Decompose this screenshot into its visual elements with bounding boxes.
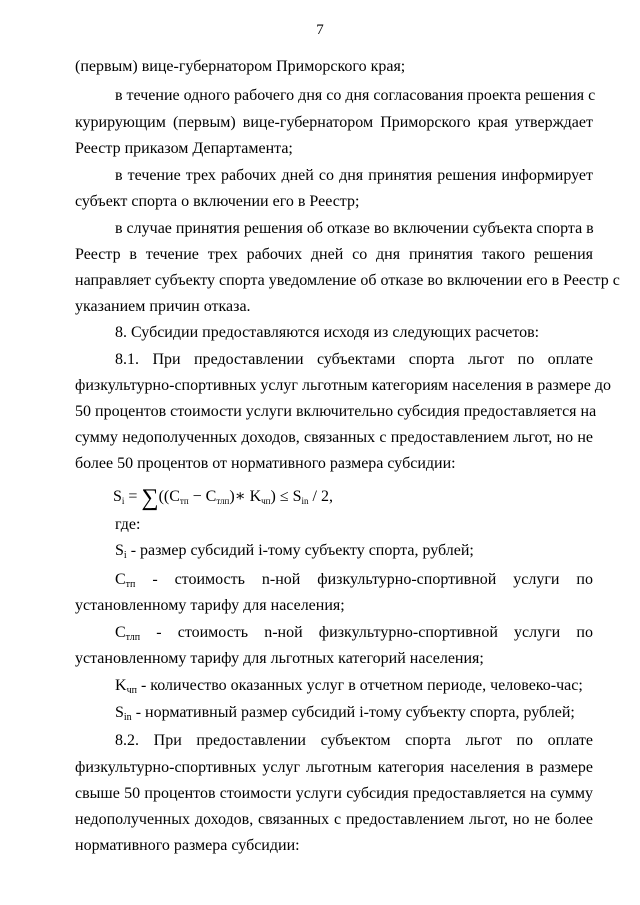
text-line: установленному тарифу для льготных категорий населения; — [75, 650, 484, 667]
definition-row: $C_{тп}$ - стоимость n-ной физкультурно-спортивной услуги по — [115, 571, 593, 590]
section-heading: 8. Субсидии предоставляются исходя из следующих расчетов: — [115, 324, 540, 341]
text-line: в течение одного рабочего дня со дня согласования проекта решения с — [115, 87, 596, 104]
text-line: в течение трех рабочих дней со дня принятия решения информирует — [115, 167, 593, 184]
text-line: в случае принятия решения об отказе во включении субъекта спорта в — [115, 220, 594, 237]
text-line: 8.1. При предоставлении субъектами спорта льгот по оплате — [115, 351, 593, 368]
definition-row: $C_{тлп}$ - стоимость n-ной физкультурно-спортивной услуги по — [115, 624, 593, 643]
sum-sign: ∑ — [141, 485, 159, 511]
text-line: недополученных доходов, связанных с предоставлением льгот, но не более — [75, 811, 593, 828]
text-line: Реестр приказом Департамента; — [75, 140, 293, 157]
text-line: направляет субъекту спорта уведомление об отказе во включении его в Реестр с — [75, 272, 620, 289]
text-line: (первым) вице-губернатором Приморского края; — [75, 58, 406, 75]
text-line: более 50 процентов от нормативного размера субсидии: — [75, 455, 456, 472]
text-line: 8.2. При предоставлении субъектом спорта льгот по оплате — [115, 732, 593, 749]
text-line: физкультурно-спортивных услуг льготным категориям населения в размере до — [75, 377, 611, 394]
text-line: нормативного размера субсидии: — [75, 837, 300, 854]
definition-line: $K_{чп}$ - количество оказанных услуг в отчетном периоде, человеко-час; — [115, 677, 583, 696]
definition-line: $S_{in}$ - нормативный размер субсидий i-тому субъекту спорта, рублей; — [115, 704, 575, 723]
text-line: физкультурно-спортивных услуг льготным категория населения в размере — [75, 759, 593, 776]
text-line: свыше 50 процентов стоимости услуги субсидия предоставляется на сумму — [75, 785, 593, 802]
text-line: курирующим (первым) вице-губернатором Приморского края утверждает — [75, 114, 593, 131]
page-number: 7 — [316, 22, 324, 38]
formula: $S_i = \sum((C_{тп}$ − $C_{тлп})∗$ $K_{чп}) \le S_{in} / 2$, — [113, 485, 333, 511]
text-line: 50 процентов стоимости услуги включительно субсидия предоставляется на — [75, 403, 597, 420]
text-line: субъект спорта о включении его в Реестр; — [75, 193, 360, 210]
text-line: сумму недополученных доходов, связанных с предоставлением льгот, но не — [75, 429, 593, 446]
definition-line: $S_i$ - размер субсидий i-тому субъекту спорта, рублей; — [115, 542, 474, 561]
text-line: где: — [115, 516, 141, 533]
text-line: указанием причин отказа. — [75, 298, 251, 315]
text-line: установленному тарифу для населения; — [75, 597, 345, 614]
text-line: Реестр в течение трех рабочих дней со дня принятия такого решения — [75, 246, 593, 263]
